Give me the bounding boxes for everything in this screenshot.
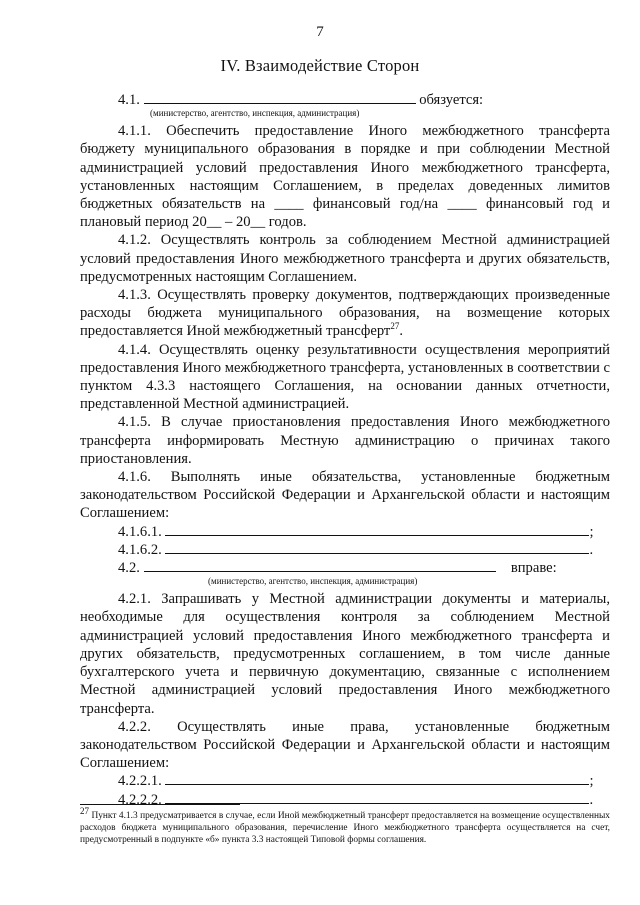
clause-4-2-2-2	[80, 791, 610, 809]
clause-4-1-6-2	[80, 541, 610, 559]
clause-end: ;	[589, 773, 594, 790]
clause-4-1-4: 4.1.4. Осуществлять оценку результативности осуществления мероприятий предоставления Иного межбюджетного трансферта, установленных в соответствии с пунктом 4.3.3 настоящего Соглашения, на основании данных отчетности, представленной Местной администрацией.	[80, 341, 610, 413]
clause-4-2-2-1	[80, 772, 610, 790]
clause-4-2-1: 4.2.1. Запрашивать у Местной администрации документы и материалы, необходимые для осуществления контроля за соблюдением Местной администрацией условий предоставления Иного межбюджетного трансферта и других обязательств, предусмотренных соглашением, в том числе данные бухгалтерского учета и первичную документацию, связанные с исполнением Местной администрацией условий предоставления Иного межбюджетного трансферта.	[80, 591, 610, 717]
blank-caption: (министерство, агентство, инспекция, администрация)	[208, 576, 418, 587]
clause-number: 4.2.2.2.	[118, 791, 162, 808]
clause-number: 4.1.6.1.	[118, 523, 162, 540]
clause-4-1-1: 4.1.1. Обеспечить предоставление Иного межбюджетного трансферта бюджету муниципального образования в порядке и при соблюдении Местной администрацией условий предоставления Иного межбюджетного трансферта, установленных настоящим Соглашением, в пределах доведенных лимитов бюджетных обязательств на ____ финансовый год/на ____ финансовый год и плановый период 20__ – 20__ годов.	[80, 123, 610, 231]
clause-end: .	[399, 323, 403, 340]
clause-number: 4.2.2.1.	[118, 773, 162, 790]
clause-end: ;	[589, 523, 594, 540]
clause-text: 4.1.3. Осуществлять проверку документов, подтверждающих произведенные расходы бюджета муниципального образования, на возмещение которых предоставляется Иной межбюджетный трансферт	[80, 287, 610, 340]
clause-4-2	[80, 559, 610, 577]
section-title: IV. Взаимодействие Сторон	[220, 56, 420, 75]
clause-4-2-2: 4.2.2. Осуществлять иные права, установленные бюджетным законодательством Российской Федерации и Архангельской области и настоящим Соглашением:	[80, 718, 610, 772]
clause-4-1-5: 4.1.5. В случае приостановления предоставления Иного межбюджетного трансферта информировать Местную администрацию о причинах такого приостановления.	[80, 414, 610, 467]
document-body	[80, 91, 610, 809]
blank-line	[165, 772, 589, 785]
clause-end: .	[589, 791, 594, 808]
clause-number: 4.1.6.2.	[118, 541, 162, 558]
clause-tail: обязуется:	[419, 92, 484, 108]
footnote-ref: 27	[390, 321, 400, 332]
footnote-marker: 27	[80, 805, 89, 816]
footnote-text: Пункт 4.1.3 предусматривается в случае, если Иной межбюджетный трансферт предоставляется на возмещение осуществленных расходов бюджета муниципального образования, перечисление Иного межбюджетного трансферта осуществляется на счет, предусмотренный в подпункте «б» пункта 3.3 настоящей Типовой формы соглашения.	[80, 811, 610, 845]
clause-4-1-3	[80, 286, 610, 341]
clause-end: .	[589, 541, 594, 558]
footnote-divider	[80, 804, 240, 805]
blank-line	[165, 791, 589, 804]
blank-line	[165, 523, 589, 536]
footnote	[80, 805, 610, 846]
clause-4-1	[80, 91, 610, 109]
page-number: 7	[316, 24, 324, 40]
blank-line	[165, 541, 589, 554]
clause-tail: вправе:	[510, 560, 557, 577]
clause-number: 4.1.	[118, 92, 140, 108]
blank-line	[144, 91, 416, 104]
blank-caption: (министерство, агентство, инспекция, администрация)	[150, 108, 360, 119]
clause-4-1-6-1	[80, 523, 610, 541]
clause-4-1-2: 4.1.2. Осуществлять контроль за соблюдением Местной администрацией условий предоставления Иного межбюджетного трансферта и других обязательств, предусмотренных настоящим Соглашением.	[80, 232, 610, 285]
clause-4-1-6: 4.1.6. Выполнять иные обязательства, установленные бюджетным законодательством Российской Федерации и Архангельской области и настоящим Соглашением:	[80, 469, 610, 522]
blank-line	[144, 559, 496, 572]
clause-number: 4.2.	[118, 560, 140, 577]
